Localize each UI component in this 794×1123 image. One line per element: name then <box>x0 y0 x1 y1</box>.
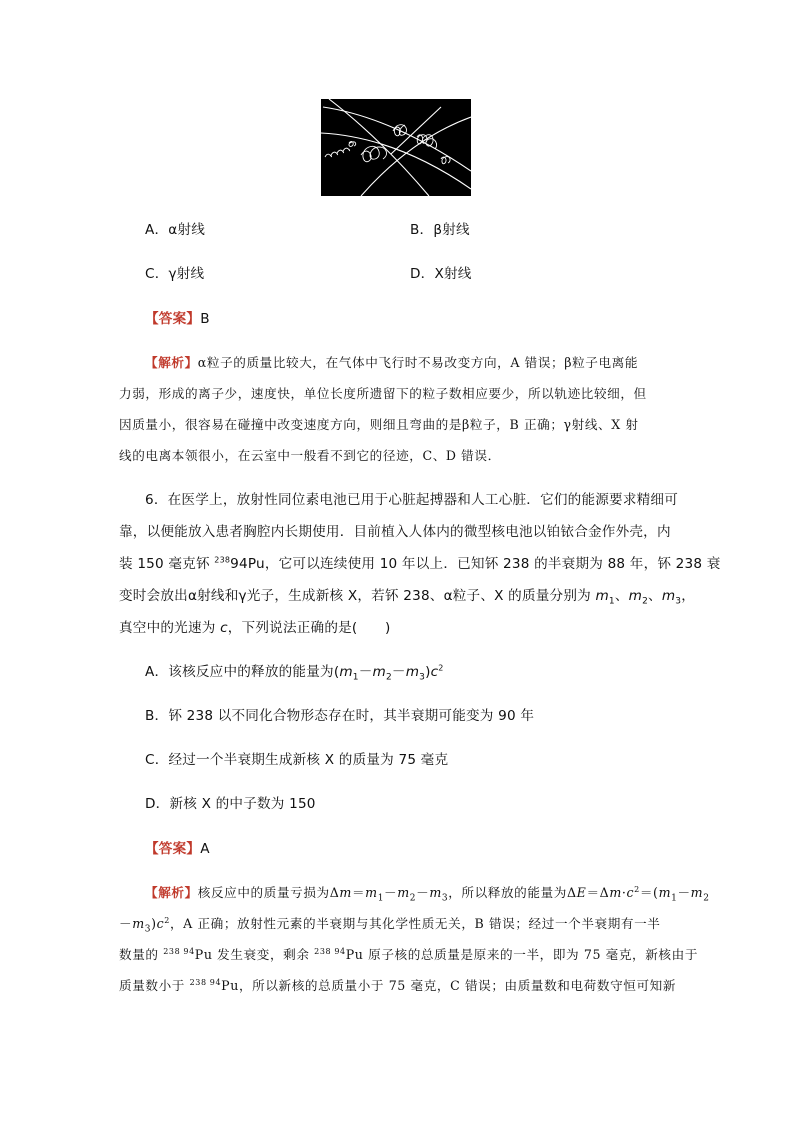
q5-explanation-line-1 <box>145 353 638 373</box>
q5-option-b-text: B．β射线 <box>410 222 470 238</box>
question-text: 变时会放出α射线和γ光子，生成新核 X，若钚 238、α粒子、X 的质量分别为 <box>119 588 596 604</box>
answer-tag: 【答案】 <box>145 841 201 857</box>
q6-explanation-line-2: $-m_3)c^2$，A 正确；放射性元素的半衰期与其化学性质无关，B 错误；经过一个半衰期有一半 <box>119 915 661 935</box>
explanation-text: 力弱，形成的离子少，速度快，单位长度所遗留下的粒子数相应要少，所以轨迹比较细，但 <box>119 386 647 401</box>
explanation-tag: 【解析】 <box>145 885 198 900</box>
q6-stem-line-3 <box>119 554 721 574</box>
q5-option-c-text: C．γ射线 <box>145 266 205 282</box>
q6-option-c-text: C．经过一个半衰期生成新核 X 的质量为 75 毫克 <box>145 752 449 768</box>
q6-answer <box>145 839 210 859</box>
mass-number: 238 <box>214 555 231 565</box>
explanation-text: Pu 原子核的总质量是原来的一半，即为 75 毫克，新核由于 <box>345 947 699 962</box>
q6-stem-line-5: 真空中的光速为 c，下列说法正确的是( ) <box>119 620 391 636</box>
explanation-text: α粒子的质量比较大，在气体中飞行时不易改变方向，A 错误；β粒子电离能 <box>197 355 639 370</box>
q6-option-c[interactable] <box>145 750 448 770</box>
q6-option-a[interactable]: A．该核反应中的释放的能量为$(m_1-m_2-m_3)c^2$ <box>145 663 444 683</box>
answer-tag: 【答案】 <box>145 311 201 327</box>
q5-explanation-line-4 <box>119 446 501 466</box>
question-text: 靠，以便能放入患者胸腔内长期使用．目前植入人体内的微型核电池以铂铱合金作外壳，内 <box>119 524 671 540</box>
q6-option-b-text: B．钚 238 以不同化合物形态存在时，其半衰期可能变为 90 年 <box>145 708 535 724</box>
q5-explanation-line-2 <box>119 384 647 404</box>
explanation-text: 因质量小，很容易在碰撞中改变速度方向，则细且弯曲的是β粒子，B 正确；γ射线、X 射 <box>119 417 639 432</box>
explanation-text: 线的电离本领很小，在云室中一般看不到它的径迹，C、D 错误． <box>119 448 501 463</box>
explanation-text: Pu，所以新核的总质量小于 75 毫克，C 错误；由质量数和电荷数守恒可知新 <box>221 978 677 993</box>
question-text: 真空中的光速为 <box>119 620 221 636</box>
cloud-chamber-figure <box>321 99 471 196</box>
q6-option-b[interactable] <box>145 706 534 726</box>
q6-option-d[interactable] <box>145 794 316 814</box>
q5-explanation-line-3 <box>119 415 639 435</box>
explanation-text: 所以释放的能量为Δ <box>461 885 577 900</box>
q5-answer <box>145 309 210 329</box>
nuclide-mark: 238 94 <box>314 946 346 956</box>
q5-option-d[interactable] <box>410 264 472 284</box>
explanation-tag: 【解析】 <box>145 355 198 370</box>
q5-option-a-text: A．α射线 <box>145 222 206 238</box>
explanation-text: 数量的 <box>119 947 164 962</box>
q6-explanation-line-1: 【解析】核反应中的质量亏损为$\Delta m=m_1-m_2-m_3$，所以释放的能量为$\Delta E=\Delta m\cdot c^2=(m_1-m_2$ <box>145 884 710 904</box>
cloud-chamber-tracks-image <box>321 99 471 196</box>
q6-explanation-line-3 <box>119 945 698 965</box>
q6-stem-line-1 <box>145 490 678 510</box>
q6-option-d-text: D．新核 X 的中子数为 150 <box>145 796 316 812</box>
explanation-text: 核反应中的质量亏损为Δ <box>197 885 340 900</box>
nuclide-mark: 238 94 <box>189 977 222 987</box>
q5-option-c[interactable] <box>145 264 204 284</box>
question-text: 6．在医学上，放射性同位素电池已用于心脏起搏器和人工心脏．它们的能源要求精细可 <box>145 492 679 508</box>
question-text: ，下列说法正确的是( ) <box>227 620 391 636</box>
question-text: 94Pu，它可以连续使用 10 年以上．已知钚 238 的半衰期为 88 年，钚 238 衰 <box>230 556 721 572</box>
q5-option-b[interactable] <box>410 220 470 240</box>
question-text: 装 150 毫克钚 <box>119 556 215 572</box>
q5-option-d-text: D．X射线 <box>410 266 472 282</box>
q6-explanation-line-4 <box>119 976 676 996</box>
q5-option-a[interactable] <box>145 220 205 240</box>
q6-stem-line-2 <box>119 522 671 542</box>
answer-value: A <box>200 841 210 857</box>
question-text: ， <box>681 588 696 604</box>
explanation-text: 质量数小于 <box>119 978 190 993</box>
explanation-text: Pu 发生衰变，剩余 <box>194 947 315 962</box>
q6-stem-line-4: 变时会放出α射线和γ光子，生成新核 X，若钚 238、α粒子、X 的质量分别为 $m_1$、$m_2$、$m_3$， <box>119 588 696 607</box>
explanation-text: ，A 正确；放射性元素的半衰期与其化学性质无关，B 错误；经过一个半衰期有一半 <box>169 916 661 931</box>
answer-value: B <box>200 311 210 327</box>
q6-option-a-text: A．该核反应中的释放的能量为( <box>145 664 340 680</box>
nuclide-mark: 238 94 <box>163 946 195 956</box>
